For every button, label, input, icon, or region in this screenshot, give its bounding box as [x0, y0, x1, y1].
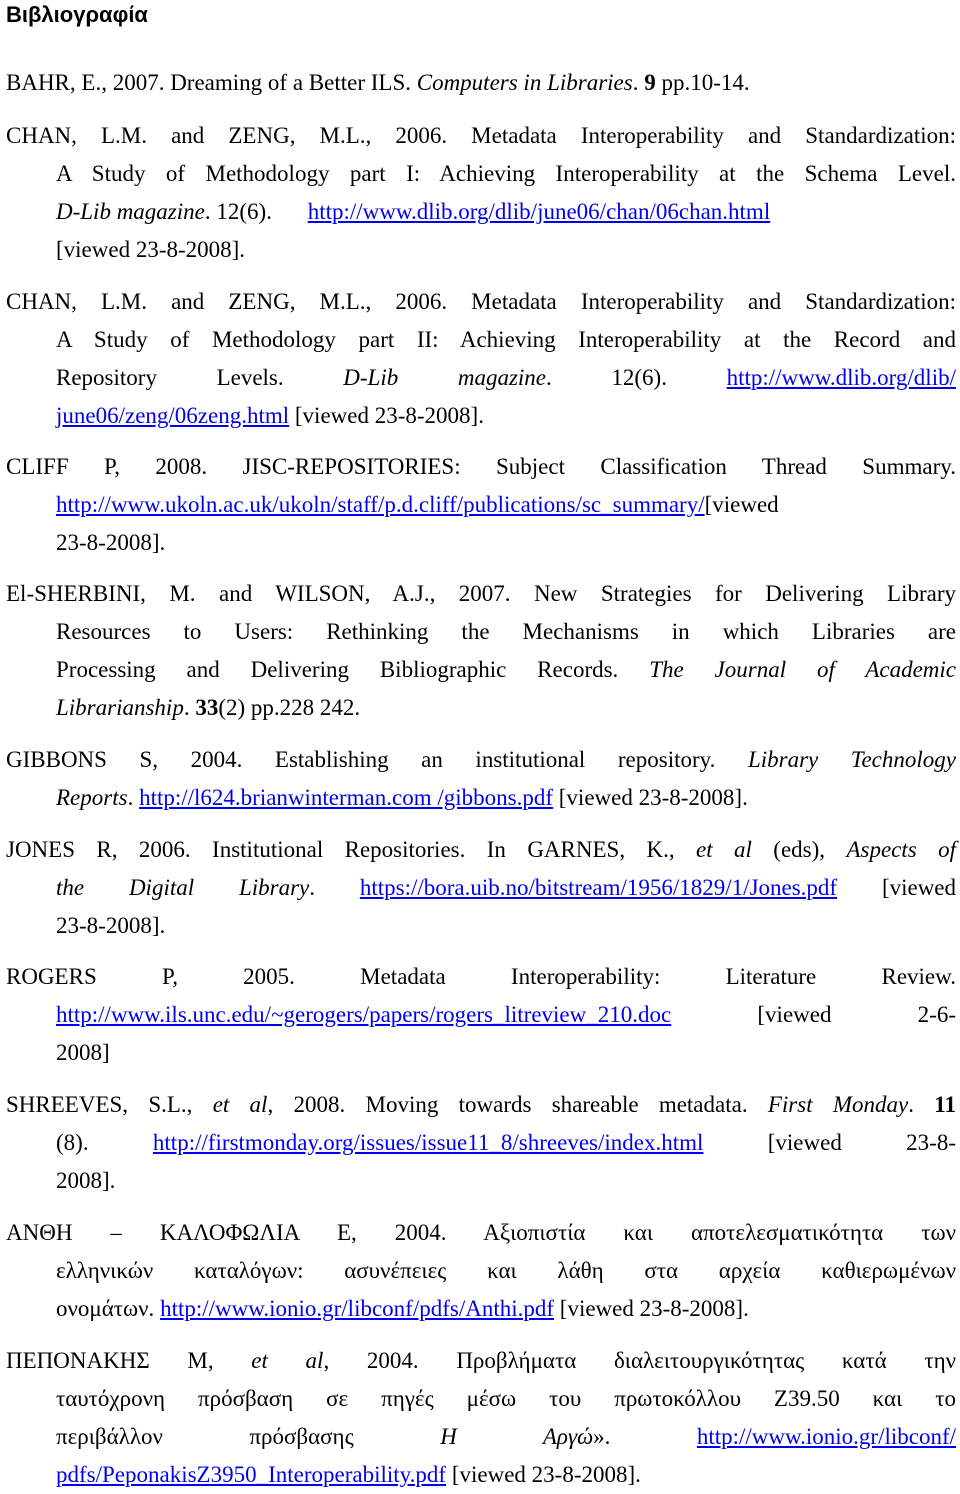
journal-title: First Monday [767, 1092, 909, 1117]
book-title: the Digital Library [56, 875, 310, 900]
reference-line [56, 996, 956, 1034]
ref-text: [viewed 23-8- [703, 1130, 956, 1155]
journal-title: D-Lib magazine [343, 365, 547, 390]
ref-text: JONES R, 2006. Institutional Repositories. In GARNES, K., [6, 837, 696, 862]
reference-line [56, 651, 956, 689]
reference-line [56, 1162, 115, 1200]
reference-line [6, 831, 956, 869]
ref-text: ΑΝΘΗ – ΚΑΛΟΦΩΛΙΑ Ε, 2004. Αξιοπιστία και αποτελεσματικότητα των [6, 1220, 956, 1245]
ref-text: CHAN, L.M. and ZENG, M.L., 2006. Metadata Interoperability and Standardization: [6, 289, 956, 314]
ref-text: περιβάλλον πρόσβασης [56, 1424, 441, 1449]
page-title: Βιβλιογραφία [6, 2, 148, 27]
volume: 33 [195, 695, 219, 720]
reference-line [6, 283, 956, 321]
reference-link[interactable]: http://www.ils.unc.edu/~gerogers/papers/rogers_litreview_210.doc [56, 1002, 672, 1027]
reference-line [6, 1086, 956, 1124]
reference-line [56, 321, 956, 359]
reference-link[interactable]: http://l624.brianwinterman.com /gibbons.pdf [139, 785, 554, 810]
ref-text: Processing and Delivering Bibliographic Records. [56, 657, 650, 682]
reference-line [56, 1124, 956, 1162]
ref-text: 2008]. [56, 1168, 116, 1193]
ref-text: , 2004. Προβλήματα διαλειτουργικότητας κατά την [323, 1348, 956, 1373]
ref-text: A Study of Methodology part II: Achieving Interoperability at the Record and [56, 327, 956, 352]
reference-line [6, 64, 750, 102]
reference-line [56, 359, 956, 397]
reference-line [56, 486, 956, 524]
reference-link[interactable]: http://www.dlib.org/dlib/ [726, 365, 956, 390]
reference-line [56, 907, 165, 945]
et-al: et al [251, 1348, 324, 1373]
ref-text: GIBBONS S, 2004. Establishing an institutional repository. [6, 747, 748, 772]
reference-line [56, 397, 484, 435]
ref-text: , 2008. Moving towards shareable metadata. [267, 1092, 768, 1117]
system-name: Η Αργώ [440, 1424, 594, 1449]
reference-line [6, 958, 956, 996]
reference-link-continued[interactable]: pdfs/PeponakisZ3950_Interoperability.pdf [56, 1462, 447, 1487]
ref-text: A Study of Methodology part I: Achieving Interoperability at the Schema Level. [56, 161, 956, 186]
ref-text: . 12(6). [204, 199, 278, 224]
journal-title: Computers in Libraries [416, 70, 633, 95]
et-al: et al [696, 837, 752, 862]
reference-link[interactable]: http://www.ionio.gr/libconf/pdfs/Anthi.pdf [160, 1296, 555, 1321]
ref-text: Resources to Users: Rethinking the Mechanisms in which Libraries are [56, 619, 956, 644]
book-title: Aspects of [846, 837, 957, 862]
journal-title: Library Technology [747, 747, 956, 772]
ref-text: CLIFF P, 2008. JISC-REPOSITORIES: Subject Classification Thread Summary. [6, 454, 956, 479]
ref-text: ΠΕΠΟΝΑΚΗΣ Μ, [6, 1348, 252, 1373]
reference-line [56, 689, 360, 727]
reference-link[interactable]: http://firstmonday.org/issues/issue11_8/shreeves/index.html [152, 1130, 704, 1155]
reference-line [56, 231, 245, 269]
ref-text: BAHR, E., 2007. Dreaming of a Better ILS. [6, 70, 417, 95]
ref-text: ταυτόχρονη πρόσβαση σε πηγές μέσω του πρωτοκόλλου Z39.50 και το [56, 1386, 956, 1411]
ref-text: . 12(6). [546, 365, 727, 390]
reference-line [56, 1380, 956, 1418]
reference-link-continued[interactable]: june06/zeng/06zeng.html [56, 403, 290, 428]
reference-line [56, 193, 956, 231]
ref-text: [viewed 2-6- [671, 1002, 956, 1027]
ref-text: ονομάτων. [56, 1296, 161, 1321]
reference-link[interactable]: http://www.dlib.org/dlib/june06/chan/06chan.html [307, 199, 771, 224]
ref-text: 23-8-2008]. [56, 530, 166, 555]
ref-text: [viewed 23-8-2008]. [289, 403, 484, 428]
reference-line [6, 1214, 956, 1252]
ref-text: pp.10-14. [655, 70, 750, 95]
ref-text: (eds), [751, 837, 847, 862]
ref-text: [viewed [704, 492, 779, 517]
ref-text: ελληνικών καταλόγων: ασυνέπειες και λάθη στα αρχεία καθιερωμένων [56, 1258, 956, 1283]
reference-line [56, 613, 956, 651]
journal-title: The Journal of Academic [649, 657, 956, 682]
ref-text: [viewed 23-8-2008]. [56, 237, 246, 262]
ref-text: . [908, 1092, 935, 1117]
ref-text: [viewed 23-8-2008]. [446, 1462, 641, 1487]
ref-text: . [127, 785, 140, 810]
reference-line [6, 575, 956, 613]
reference-line [56, 1252, 956, 1290]
ref-text: CHAN, L.M. and ZENG, M.L., 2006. Metadata Interoperability and Standardization: [6, 123, 956, 148]
ref-text: (2) pp.228 242. [218, 695, 361, 720]
reference-line [56, 1034, 110, 1072]
journal-title: Reports [56, 785, 128, 810]
ref-text: . [309, 875, 360, 900]
ref-text: [viewed [837, 875, 957, 900]
ref-text: . [632, 70, 645, 95]
ref-text: Repository Levels. [56, 365, 344, 390]
ref-text: 2008] [56, 1040, 110, 1065]
reference-line [56, 1456, 641, 1494]
reference-line [6, 741, 956, 779]
ref-text: SHREEVES, S.L., [6, 1092, 213, 1117]
reference-line [56, 869, 956, 907]
reference-line [6, 448, 956, 486]
et-al: et al [212, 1092, 268, 1117]
reference-line [6, 1342, 956, 1380]
ref-text: ROGERS P, 2005. Metadata Interoperability: Literature Review. [6, 964, 956, 989]
journal-title: Librarianship [56, 695, 184, 720]
ref-text: . [183, 695, 196, 720]
ref-text: (8). [56, 1130, 153, 1155]
volume: 9 [644, 70, 656, 95]
ref-text: [viewed 23-8-2008]. [554, 1296, 749, 1321]
reference-link[interactable]: http://www.ionio.gr/libconf/ [696, 1424, 957, 1449]
reference-line [56, 1290, 749, 1328]
reference-link[interactable]: http://www.ukoln.ac.uk/ukoln/staff/p.d.cliff/publications/sc_summary/ [56, 492, 705, 517]
ref-text: 23-8-2008]. [56, 913, 166, 938]
volume: 11 [934, 1092, 956, 1117]
ref-text: ». [593, 1424, 697, 1449]
ref-text: [viewed 23-8-2008]. [553, 785, 748, 810]
reference-line [56, 779, 748, 817]
reference-line [56, 1418, 956, 1456]
reference-line [56, 155, 956, 193]
reference-link[interactable]: https://bora.uib.no/bitstream/1956/1829/1/Jones.pdf [359, 875, 838, 900]
journal-title: D-Lib magazine [56, 199, 205, 224]
ref-text: El-SHERBINI, M. and WILSON, A.J., 2007. New Strategies for Delivering Library [6, 581, 956, 606]
reference-line [56, 524, 165, 562]
reference-line [6, 117, 956, 155]
